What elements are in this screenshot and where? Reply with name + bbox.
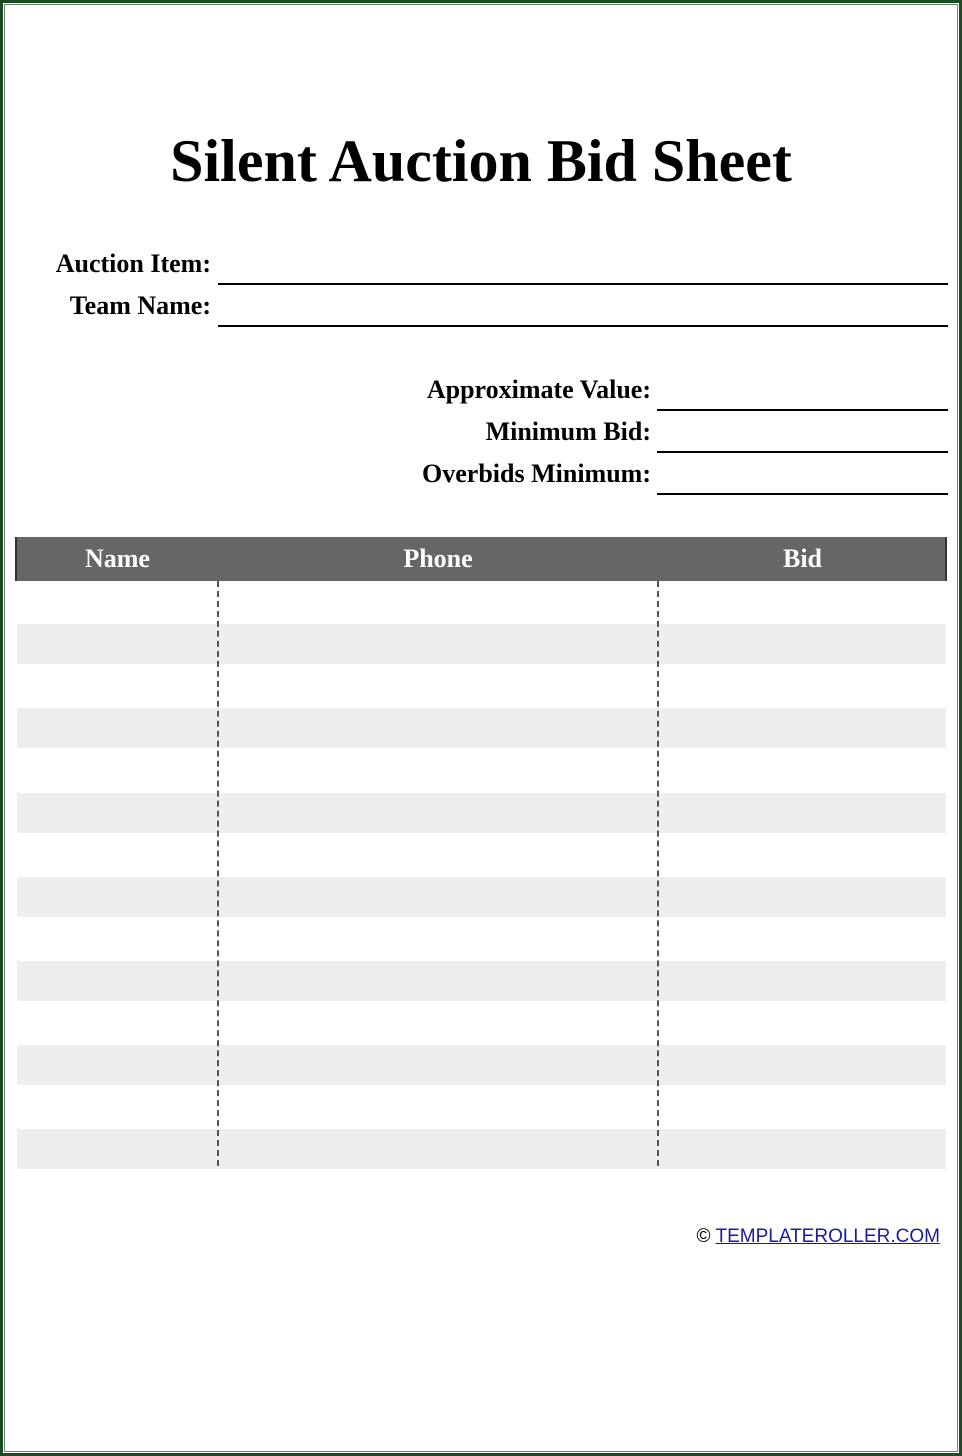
table-row[interactable]: [17, 961, 946, 1001]
approximate-value-line[interactable]: [657, 409, 948, 411]
table-row[interactable]: [17, 919, 946, 959]
overbids-minimum-label: Overbids Minimum:: [422, 459, 651, 488]
column-header-name: Name: [85, 544, 150, 573]
column-divider-phone-bid: [657, 581, 659, 1166]
minimum-bid-label: Minimum Bid:: [485, 417, 651, 446]
auction-item-line[interactable]: [218, 283, 948, 285]
table-row[interactable]: [17, 1003, 946, 1043]
team-name-label: Team Name:: [69, 291, 211, 320]
team-name-line[interactable]: [218, 325, 948, 327]
table-row[interactable]: [17, 1045, 946, 1085]
bid-table-header: [15, 537, 947, 581]
overbids-minimum-line[interactable]: [657, 493, 948, 495]
table-row[interactable]: [17, 624, 946, 664]
auction-item-label: Auction Item:: [55, 249, 211, 278]
table-row[interactable]: [17, 793, 946, 833]
table-row[interactable]: [17, 835, 946, 875]
column-header-phone: Phone: [403, 544, 473, 573]
table-row[interactable]: [17, 877, 946, 917]
table-row[interactable]: [17, 582, 946, 622]
table-row[interactable]: [17, 708, 946, 748]
minimum-bid-line[interactable]: [657, 451, 948, 453]
table-row[interactable]: [17, 1129, 946, 1169]
column-divider-name-phone: [217, 581, 219, 1166]
copyright-symbol: ©: [696, 1226, 711, 1247]
templateroller-link[interactable]: TEMPLATEROLLER.COM: [715, 1226, 940, 1247]
table-row[interactable]: [17, 1087, 946, 1127]
footer-copyright: [697, 1226, 940, 1248]
approximate-value-label: Approximate Value:: [426, 375, 651, 404]
column-header-bid: Bid: [782, 544, 823, 573]
document-title: Silent Auction Bid Sheet: [170, 128, 792, 194]
table-row[interactable]: [17, 666, 946, 706]
table-row[interactable]: [17, 750, 946, 790]
